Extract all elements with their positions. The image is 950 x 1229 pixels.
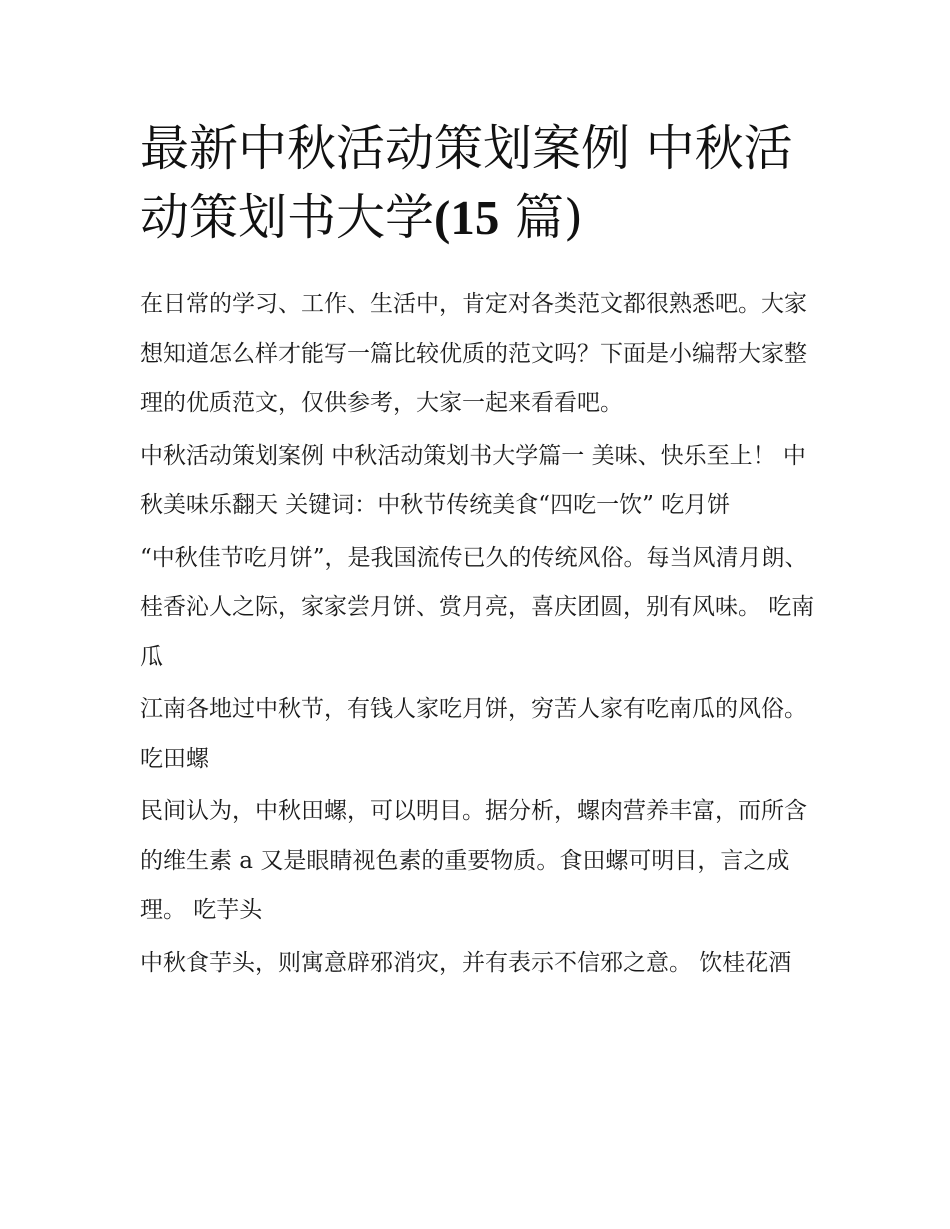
title-main-text: 最新中秋活动策划案例 中秋活动策划书大学 xyxy=(140,120,793,246)
document-body xyxy=(140,280,820,991)
paragraph-taro: 中秋食芋头，则寓意辟邪消灾，并有表示不信邪之意。 饮桂花酒 xyxy=(140,949,792,976)
title-end-text: 篇) xyxy=(499,189,584,246)
paragraph-intro: 在日常的学习、工作、生活中，肯定对各类范文都很熟悉吧。大家想知道怎么样才能写一篇比较优质的范文吗？下面是小编帮大家整理的优质范文，仅供参考，大家一起来看看吧。 xyxy=(140,291,807,416)
paragraph-snail: 民间认为，中秋田螺，可以明目。据分析，螺肉营养丰富，而所含的维生素 a 又是眼睛视色素的重要物质。食田螺可明目，言之成理。 吃芋头 xyxy=(140,798,807,923)
title-number-text: (15 xyxy=(434,190,500,245)
document-title xyxy=(140,114,820,252)
paragraph-pumpkin: 江南各地过中秋节，有钱人家吃月饼，穷苦人家有吃南瓜的风俗。 吃田螺 xyxy=(140,696,807,772)
paragraph-section-heading: 中秋活动策划案例 中秋活动策划书大学篇一 美味、快乐至上！ 中秋美味乐翻天 关键词：中秋节传统美食“四吃一饮” 吃月饼 xyxy=(140,442,806,518)
paragraph-mooncake: “中秋佳节吃月饼”，是我国流传已久的传统风俗。每当风清月朗、桂香沁人之际，家家尝月饼、赏月亮，喜庆团圆，别有风味。 吃南瓜 xyxy=(140,544,815,670)
